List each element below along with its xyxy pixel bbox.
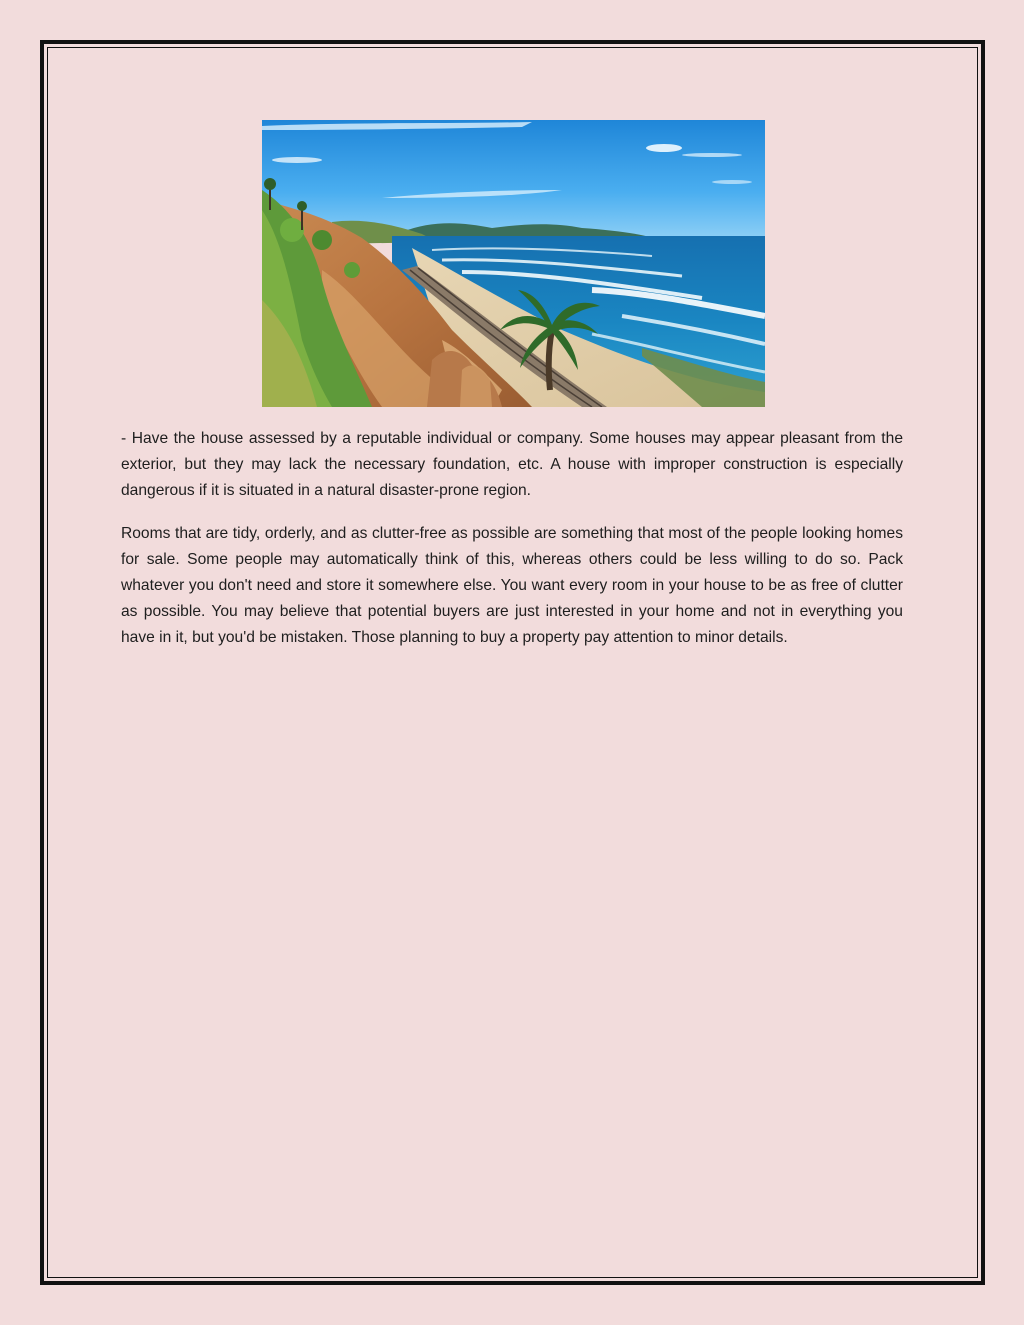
body-text	[121, 426, 903, 668]
paragraph: - Have the house assessed by a reputable individual or company. Some houses may appear pleasant from the exterior, but they may lack the necessary foundation, etc. A house with improper construction is especially dangerous if it is situated in a natural disaster-prone region.	[121, 430, 903, 499]
coastal-cliff-photo	[262, 120, 765, 407]
coastal-cliff-illustration	[262, 120, 765, 407]
paragraph: Rooms that are tidy, orderly, and as clutter-free as possible are something that most of the people looking homes for sale. Some people may automatically think of this, whereas others could be less willing to do so. Pack whatever you don't need and store it somewhere else. You want every room in your house to be as free of clutter as possible. You may believe that potential buyers are just interested in your home and not in everything you have in it, but you'd be mistaken. Those planning to buy a property pay attention to minor details.	[121, 525, 903, 646]
